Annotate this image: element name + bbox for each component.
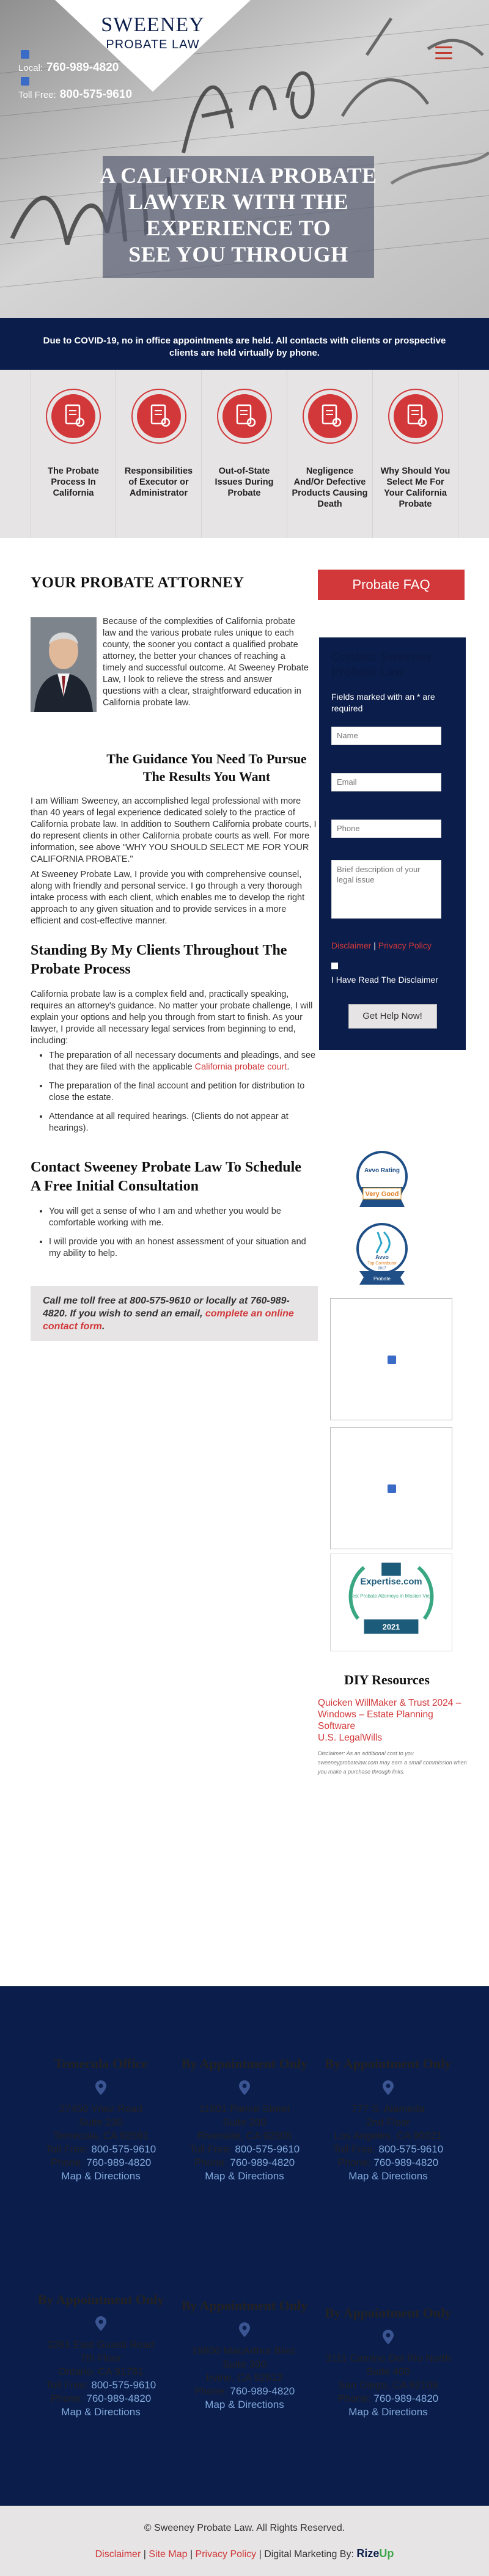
hero-title-line: EXPERIENCE TO bbox=[145, 216, 331, 240]
tollfree-line bbox=[34, 2143, 168, 2156]
copyright-text: © Sweeney Probate Law. All Rights Reserved. bbox=[144, 2523, 345, 2533]
image-placeholder-icon bbox=[388, 1356, 396, 1364]
hero-title-line: SEE YOU THROUGH bbox=[128, 242, 348, 266]
diy-resources-title: DIY Resources bbox=[344, 1672, 430, 1687]
affiliate-disclosure: Disclaimer: As an additional cost to you sweeneyprobatelaw.com may earn a small commission when you make a purchase through links. bbox=[318, 1750, 467, 1775]
footer-disclaimer-link[interactable]: Disclaimer bbox=[95, 2549, 141, 2559]
list-item-text: The preparation of all necessary documents and pleadings, and see that they are filed with the applicable bbox=[49, 1051, 316, 1072]
office-title: By Appointment Only bbox=[37, 2292, 164, 2307]
tollfree-line bbox=[34, 2379, 168, 2392]
office-phone-link[interactable]: 760-989-4820 bbox=[373, 2157, 439, 2168]
address-line: Suite 400 bbox=[366, 2366, 410, 2377]
map-directions-link[interactable]: Map & Directions bbox=[205, 2399, 284, 2410]
service-paragraph: At Sweeney Probate Law, I provide you with comprehensive counsel, along with friendly and personal service. I go through a very thorough intake process with each client, which enables me to develop the right approach to any given situation and to provide services in a more efficient and cost-effective manner. bbox=[31, 870, 305, 926]
tollfree-line bbox=[321, 2143, 455, 2156]
office-san-diego bbox=[321, 2304, 455, 2419]
phone-line bbox=[177, 2156, 312, 2170]
hero-title-line: A CALIFORNIA PROBATE bbox=[100, 163, 377, 188]
avvo-rating-badge[interactable] bbox=[355, 1149, 410, 1216]
map-directions-link[interactable]: Map & Directions bbox=[348, 2406, 428, 2418]
rizeup-logo[interactable] bbox=[356, 2547, 394, 2559]
address-line: Temecula, CA 92591 bbox=[53, 2130, 149, 2141]
address-line: Irvine, CA 92612 bbox=[206, 2372, 283, 2383]
office-title: By Appointment Only bbox=[181, 2298, 308, 2313]
form-links bbox=[331, 941, 454, 950]
avvo-contrib-area: Probate bbox=[373, 1276, 391, 1282]
consultation-list bbox=[49, 1206, 318, 1267]
practice-area-probate-process[interactable] bbox=[31, 370, 116, 538]
tollfree-label: Toll Free: bbox=[45, 2379, 89, 2391]
list-item: • You will get a sense of who I am and whether you would be comfortable working with me. bbox=[49, 1206, 318, 1229]
image-placeholder-icon bbox=[388, 1484, 396, 1493]
guidance-heading: The Guidance You Need To Pursue The Results You Want bbox=[106, 751, 307, 784]
local-phone-line[interactable] bbox=[18, 61, 132, 75]
hamburger-menu-icon[interactable] bbox=[435, 46, 452, 60]
separator: | bbox=[373, 941, 376, 950]
separator: | bbox=[259, 2549, 262, 2559]
covid-notice-line: clients are held virtually by phone. bbox=[169, 348, 320, 358]
address-line: 27450 Ynez Road bbox=[59, 2103, 142, 2115]
map-pin-icon bbox=[95, 2080, 106, 2095]
footer-links bbox=[0, 2547, 489, 2560]
practice-area-title: Responsibilities of Executor or Administrator bbox=[124, 466, 193, 498]
call-to-action-box bbox=[31, 1286, 318, 1341]
address-line: Riverside, CA 92505 bbox=[197, 2130, 292, 2141]
avvo-rating-title: Avvo Rating bbox=[364, 1167, 400, 1174]
separator: | bbox=[143, 2549, 146, 2559]
header-contact bbox=[18, 48, 132, 114]
name-input[interactable]: Name bbox=[331, 727, 441, 745]
practice-area-title: Out-of-State Issues During Probate bbox=[215, 466, 274, 498]
practice-area-executor-responsibilities[interactable] bbox=[116, 370, 202, 538]
map-pin-icon bbox=[239, 2322, 250, 2337]
local-phone-link[interactable]: 760-989-4820 bbox=[46, 61, 119, 74]
probate-faq-button[interactable]: Probate FAQ bbox=[318, 570, 465, 600]
contact-heading: Contact Sweeney Probate Law To Schedule A Free Initial Consultation bbox=[31, 1159, 301, 1194]
expertise-sub: Best Probate Attorneys in Mission Viejo bbox=[349, 1593, 433, 1599]
contact-form bbox=[319, 637, 466, 1050]
avvo-top-contributor-badge[interactable] bbox=[355, 1221, 410, 1288]
office-phone-link[interactable]: 760-989-4820 bbox=[230, 2157, 295, 2168]
phone-label: Phone: bbox=[337, 2393, 371, 2404]
address-line: San Diego, CA 92108 bbox=[338, 2379, 438, 2391]
list-item-end: . bbox=[287, 1062, 290, 1072]
practice-area-title: Negligence And/Or Defective Products Causing Death bbox=[292, 466, 368, 509]
logo-name: SWEENEY bbox=[101, 13, 205, 36]
marketing-credit: Digital Marketing By: bbox=[264, 2549, 354, 2559]
tollfree-phone-link[interactable]: 800-575-9610 bbox=[91, 2143, 156, 2155]
cta-text: Call me toll free at 800-575-9610 or locally at 760-989-4820. If you wish to send an email, bbox=[43, 1296, 290, 1319]
address-line: 11801 Pierce Street bbox=[199, 2103, 290, 2115]
attorney-portrait bbox=[31, 617, 97, 712]
expertise-award-badge[interactable] bbox=[330, 1554, 452, 1651]
cta-end: . bbox=[101, 1321, 105, 1332]
tollfree-phone-link[interactable]: 800-575-9610 bbox=[91, 2379, 156, 2391]
map-pin-icon bbox=[95, 2316, 106, 2331]
avvo-rating-label: Very Good bbox=[365, 1191, 399, 1198]
footer-privacy-link[interactable]: Privacy Policy bbox=[195, 2549, 257, 2559]
document-icon bbox=[45, 388, 101, 444]
address-line: Suite 200 bbox=[222, 2116, 267, 2128]
practice-area-why-select-me[interactable] bbox=[373, 370, 458, 538]
main-content bbox=[0, 538, 489, 1998]
office-temecula bbox=[34, 2055, 168, 2183]
form-disclaimer-link[interactable]: Disclaimer bbox=[331, 941, 372, 950]
tollfree-label: Toll Free: bbox=[18, 89, 56, 100]
tollfree-label: Toll Free: bbox=[189, 2143, 232, 2155]
expertise-name: Expertise.com bbox=[360, 1577, 422, 1587]
office-phone-link[interactable]: 760-989-4820 bbox=[86, 2393, 152, 2404]
hero-title bbox=[92, 163, 385, 268]
form-privacy-link[interactable]: Privacy Policy bbox=[378, 941, 432, 950]
phone-label: Phone: bbox=[194, 2157, 227, 2168]
hero bbox=[0, 0, 489, 318]
address-line: Ontario, CA 91761 bbox=[58, 2366, 144, 2377]
address-line: 2nd Floor bbox=[366, 2116, 410, 2128]
practice-areas bbox=[0, 370, 489, 538]
intro-paragraph: Because of the complexities of California probate law and the various probate rules unique to each county, the sooner you contact a qualified probate attorney, the better your chances of reaching a timely and successful outcome. At Sweeney Probate Law, I look to relieve the stress and answer questions with a clear, straightforward education in California probate law. bbox=[103, 617, 309, 708]
required-note: Fields marked with an * are required bbox=[331, 692, 435, 713]
practice-area-out-of-state[interactable] bbox=[202, 370, 287, 538]
avvo-contrib-title: Avvo bbox=[375, 1254, 389, 1260]
list-item: • Attendance at all required hearings. (Clients do not appear at hearings). bbox=[49, 1111, 318, 1134]
covid-notice-line: Due to COVID-19, no in office appointments are held. All contacts with clients or prospective bbox=[43, 336, 446, 346]
tollfree-label: Toll Free: bbox=[45, 2143, 89, 2155]
address-line: Suite 300 bbox=[222, 2358, 267, 2370]
office-phone-link[interactable]: 760-989-4820 bbox=[373, 2393, 439, 2404]
site-footer bbox=[0, 2506, 489, 2576]
practice-area-title: Why Should You Select Me For Your California Probate bbox=[380, 466, 450, 509]
phone-line bbox=[321, 2156, 455, 2170]
section-title: YOUR PROBATE ATTORNEY bbox=[31, 574, 244, 591]
tollfree-phone-link[interactable]: 800-575-9610 bbox=[59, 88, 133, 101]
online-contact-form-link[interactable]: complete an online contact form bbox=[43, 1308, 294, 1332]
address-line: Suite 230 bbox=[79, 2116, 123, 2128]
phone-label: Phone: bbox=[337, 2157, 371, 2168]
phone-label: Phone: bbox=[50, 2393, 84, 2404]
office-irvine bbox=[177, 2297, 312, 2412]
california-probate-court-link[interactable]: California probate court bbox=[194, 1062, 287, 1072]
document-icon bbox=[216, 388, 273, 444]
document-icon bbox=[131, 388, 187, 444]
hero-title-line: LAWYER WITH THE bbox=[128, 189, 349, 214]
get-help-now-button[interactable]: Get Help Now! bbox=[348, 1004, 437, 1029]
tollfree-phone-link[interactable]: 800-575-9610 bbox=[235, 2143, 300, 2155]
address-line: 7th Floor bbox=[80, 2352, 122, 2364]
address-line: 3111 Camino Del Rio North bbox=[325, 2352, 451, 2364]
services-list bbox=[49, 1050, 318, 1142]
office-title: Temecula Office bbox=[54, 2056, 148, 2071]
office-title: By Appointment Only bbox=[325, 2305, 452, 2321]
list-item: • The preparation of the final account and petition for distribution to close the estate. bbox=[49, 1081, 318, 1104]
logo-subtitle: PROBATE LAW bbox=[106, 38, 200, 51]
office-phone-link[interactable]: 760-989-4820 bbox=[86, 2157, 152, 2168]
phone-label: Phone: bbox=[194, 2385, 227, 2397]
office-ontario bbox=[34, 2291, 168, 2419]
standing-heading: Standing By My Clients Throughout The Probate Process bbox=[31, 942, 287, 977]
covid-notice-banner bbox=[0, 318, 489, 370]
map-pin-icon bbox=[383, 2330, 394, 2344]
us-legalwills-link[interactable]: U.S. LegalWills bbox=[318, 1733, 383, 1743]
separator: | bbox=[189, 2549, 193, 2559]
footer-sitemap-link[interactable]: Site Map bbox=[149, 2549, 188, 2559]
document-icon bbox=[388, 388, 444, 444]
disclaimer-checkbox[interactable] bbox=[331, 963, 338, 969]
local-label: Local: bbox=[18, 62, 43, 73]
practice-area-negligence[interactable] bbox=[287, 370, 373, 538]
tollfree-line bbox=[177, 2143, 312, 2156]
map-directions-link[interactable]: Map & Directions bbox=[348, 2170, 428, 2182]
phone-line bbox=[321, 2392, 455, 2405]
bio-paragraph: I am William Sweeney, an accomplished legal professional with more than 40 years of legal experience dedicated solely to the practice of California probate law. In addition to Southern California probate courts, I do represent clients in other California probate courts as well. For more information, see above "WHY YOU SHOULD SELECT ME FOR YOUR CALIFORNIA PROBATE." bbox=[31, 796, 317, 864]
list-item bbox=[49, 1050, 318, 1073]
tollfree-phone-link[interactable]: 800-575-9610 bbox=[378, 2143, 444, 2155]
logo-text bbox=[86, 13, 220, 52]
practice-area-title: The Probate Process In California bbox=[48, 466, 99, 498]
office-riverside bbox=[177, 2055, 312, 2183]
embedded-widget-frame bbox=[330, 1298, 452, 1420]
phone-line bbox=[34, 2156, 168, 2170]
disclaimer-agree-label: I Have Read The Disclaimer bbox=[331, 975, 438, 985]
map-directions-link[interactable]: Map & Directions bbox=[61, 2406, 141, 2418]
avvo-contrib-sub: Top Contributor bbox=[367, 1261, 397, 1266]
phone-line bbox=[34, 2392, 168, 2405]
legal-issue-textarea[interactable]: Brief description of your legal issue bbox=[331, 860, 441, 919]
expertise-year: 2021 bbox=[382, 1622, 400, 1632]
address-line: Los Angeles, CA 90021 bbox=[334, 2130, 443, 2141]
email-input[interactable]: Email bbox=[331, 773, 441, 791]
office-grid bbox=[0, 1986, 489, 2506]
form-title: Contact Sweeney Probate Law bbox=[331, 650, 433, 679]
embedded-widget-frame bbox=[330, 1427, 452, 1549]
diy-links bbox=[318, 1697, 471, 1744]
tollfree-phone-line[interactable] bbox=[18, 88, 132, 101]
office-title: By Appointment Only bbox=[325, 2056, 452, 2071]
map-directions-link[interactable]: Map & Directions bbox=[61, 2170, 141, 2182]
map-pin-icon bbox=[383, 2080, 394, 2095]
phone-input[interactable]: Phone bbox=[331, 820, 441, 838]
phone-label: Phone: bbox=[50, 2157, 84, 2168]
rizeup-logo-part: Rize bbox=[356, 2547, 380, 2559]
office-phone-link[interactable]: 760-989-4820 bbox=[230, 2385, 295, 2397]
address-line: 3281 East Guasti Road bbox=[47, 2339, 155, 2350]
rizeup-logo-part: Up bbox=[379, 2547, 394, 2559]
map-pin-icon bbox=[239, 2080, 250, 2095]
tollfree-label: Toll Free: bbox=[333, 2143, 376, 2155]
address-line: 19800 MacArthur Blvd. bbox=[191, 2345, 298, 2357]
map-directions-link[interactable]: Map & Directions bbox=[205, 2170, 284, 2182]
list-item: • I will provide you with an honest assessment of your situation and my ability to help. bbox=[49, 1236, 318, 1260]
office-los-angeles bbox=[321, 2055, 455, 2183]
phone-line bbox=[177, 2385, 312, 2398]
office-title: By Appointment Only bbox=[181, 2056, 308, 2071]
document-icon bbox=[302, 388, 358, 444]
address-line: 777 S. Alameda bbox=[351, 2103, 425, 2115]
probate-services-paragraph: California probate law is a complex field and, practically speaking, requires an attorney's guidance. No matter your probate challenge, I will explain your options and help you through from start to finish. As your lawyer, I provide all necessary legal services from beginning to end, including: bbox=[31, 989, 313, 1046]
quicken-willmaker-link[interactable]: Quicken WillMaker & Trust 2024 – Windows – Estate Planning Software bbox=[318, 1698, 461, 1731]
avvo-contrib-year: 2017 bbox=[378, 1267, 386, 1271]
